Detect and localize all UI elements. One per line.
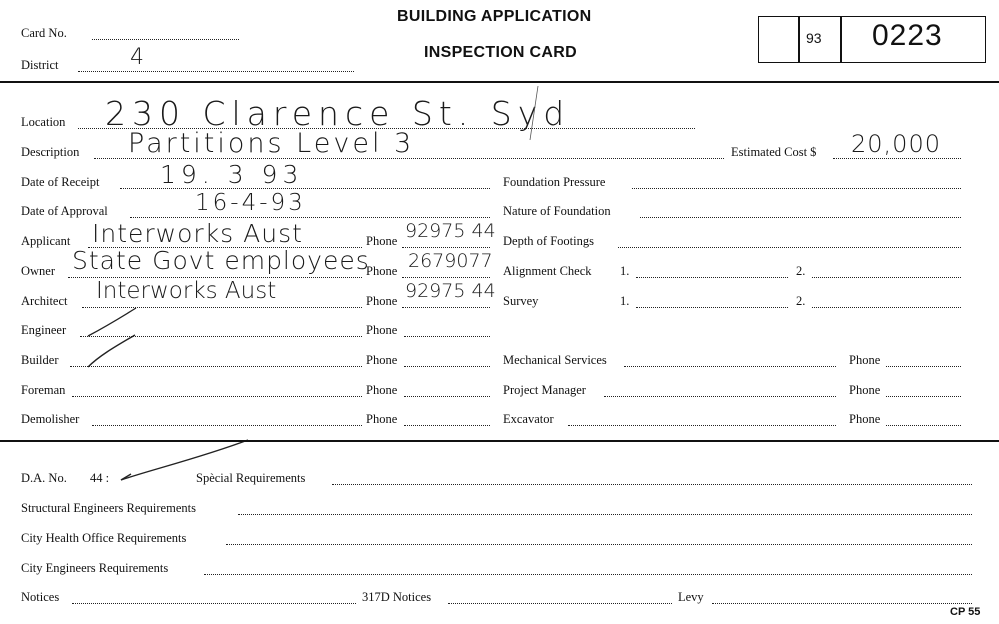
- lower-divider: [0, 440, 999, 442]
- city-health-label: City Health Office Requirements: [21, 531, 187, 545]
- applicant-label: Applicant: [21, 234, 71, 248]
- date-receipt-value: 19. 3 93: [160, 160, 304, 189]
- notices-317d-label: 317D Notices: [362, 590, 432, 604]
- project-manager-label: Project Manager: [503, 383, 586, 397]
- year-code: 93: [806, 30, 822, 46]
- location-value: 230 Clarence St. Syd: [105, 94, 571, 133]
- architect-phone-value: 92975 44: [405, 280, 496, 302]
- foreman-phone-label: Phone: [366, 383, 398, 397]
- architect-value: Interworks Aust: [96, 278, 277, 304]
- survey-2: 2.: [796, 294, 806, 308]
- alignment-check-2: 2.: [796, 264, 806, 278]
- applicant-value: Interworks Aust: [92, 219, 303, 248]
- card-title-line1: BUILDING APPLICATION: [397, 8, 592, 25]
- demolisher-label: Demolisher: [21, 412, 80, 426]
- estimated-cost-value: 20,000: [851, 130, 941, 158]
- description-value: Partitions Level 3: [128, 128, 415, 159]
- architect-label: Architect: [21, 294, 68, 308]
- da-no-label: D.A. No.: [21, 471, 67, 485]
- applicant-phone-label: Phone: [366, 234, 398, 248]
- estimated-cost-label: Estimated Cost $: [731, 145, 817, 159]
- structural-label: Structural Engineers Requirements: [21, 501, 196, 515]
- mechanical-phone-label: Phone: [849, 353, 881, 367]
- survey-label: Survey: [503, 294, 539, 308]
- date-approval-value: 16-4-93: [195, 190, 306, 216]
- date-receipt-label: Date of Receipt: [21, 175, 100, 189]
- notices-label: Notices: [21, 590, 60, 604]
- date-approval-label: Date of Approval: [21, 204, 108, 218]
- owner-value: State Govt employees: [72, 246, 370, 275]
- nature-foundation-label: Nature of Foundation: [503, 204, 611, 218]
- levy-label: Levy: [678, 590, 704, 604]
- alignment-check-label: Alignment Check: [503, 264, 592, 278]
- architect-phone-label: Phone: [366, 294, 398, 308]
- applicant-phone-value: 92975 44: [405, 220, 496, 242]
- district-label: District: [21, 58, 59, 72]
- mechanical-services-label: Mechanical Services: [503, 353, 607, 367]
- owner-phone-value: 2679077: [408, 250, 493, 272]
- demolisher-phone-label: Phone: [366, 412, 398, 426]
- project-manager-phone-label: Phone: [849, 383, 881, 397]
- owner-label: Owner: [21, 264, 56, 278]
- builder-tick-mark: [88, 335, 135, 367]
- da-no-value: 44 :: [90, 471, 110, 485]
- foundation-pressure-label: Foundation Pressure: [503, 175, 606, 189]
- card-no-label: Card No.: [21, 26, 67, 40]
- survey-1: 1.: [620, 294, 630, 308]
- foreman-label: Foreman: [21, 383, 66, 397]
- card-title-line2: INSPECTION CARD: [424, 44, 577, 61]
- excavator-phone-label: Phone: [849, 412, 881, 426]
- engineer-tick-mark: [88, 308, 136, 336]
- form-code: CP 55: [950, 606, 981, 618]
- description-label: Description: [21, 145, 80, 159]
- card-number: 0223: [872, 19, 943, 52]
- location-label: Location: [21, 115, 66, 129]
- alignment-check-1: 1.: [620, 264, 630, 278]
- engineer-phone-label: Phone: [366, 323, 398, 337]
- excavator-label: Excavator: [503, 412, 554, 426]
- owner-phone-label: Phone: [366, 264, 398, 278]
- city-engineers-label: City Engineers Requirements: [21, 561, 169, 575]
- depth-footings-label: Depth of Footings: [503, 234, 594, 248]
- engineer-label: Engineer: [21, 323, 67, 337]
- builder-phone-label: Phone: [366, 353, 398, 367]
- district-value: 4: [130, 45, 145, 70]
- builder-label: Builder: [21, 353, 59, 367]
- special-requirements-label: Spècial Requirements: [196, 471, 306, 485]
